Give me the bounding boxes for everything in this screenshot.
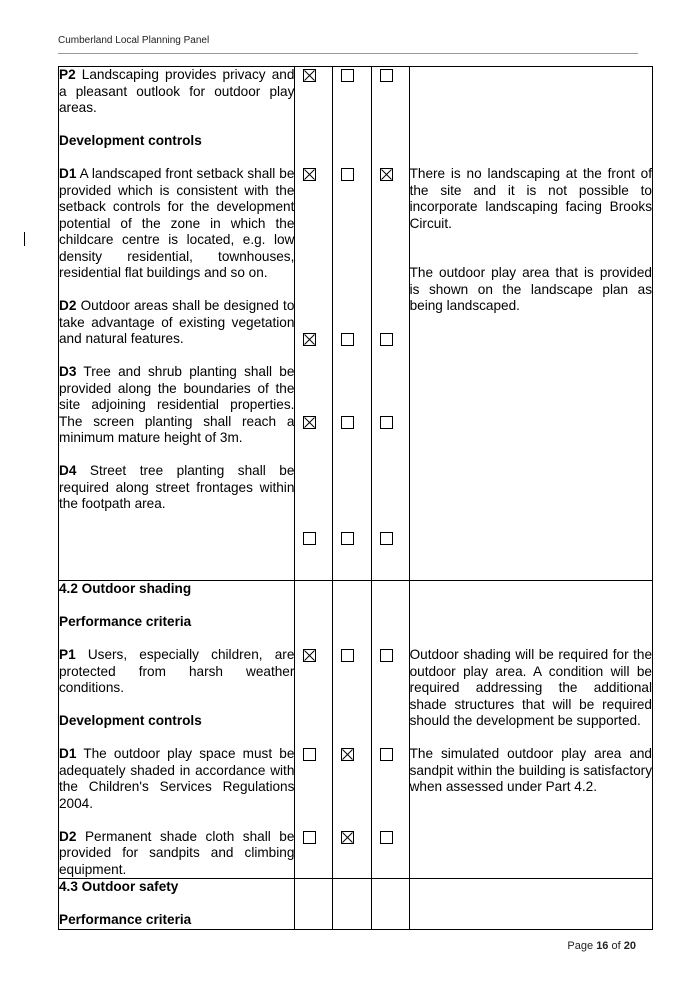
table-row-outdoor-safety	[59, 879, 653, 930]
section-heading: 4.3 Outdoor safety	[59, 879, 179, 894]
checkbox[interactable]	[380, 649, 393, 662]
control-d4: D4 Street tree planting shall be required along street frontages within the footpath area.	[59, 463, 295, 511]
comments-cell	[409, 581, 652, 879]
comment-text: There is no landscaping at the front of the site and it is not possible to incorporate landscaping facing Brooks Circuit.	[409, 166, 652, 231]
text-cursor	[24, 232, 25, 246]
checkbox[interactable]	[341, 168, 354, 181]
checkbox[interactable]	[380, 831, 393, 844]
check-x-icon	[304, 70, 315, 81]
section-heading: 4.2 Outdoor shading	[59, 581, 192, 596]
checkbox[interactable]	[341, 416, 354, 429]
checkbox[interactable]	[380, 416, 393, 429]
checkbox[interactable]	[303, 168, 316, 181]
checkbox[interactable]	[341, 649, 354, 662]
checkbox[interactable]	[380, 69, 393, 82]
comment-text: The outdoor play area that is provided is shown on the landscape plan as being landscaped.	[409, 265, 652, 313]
control-d3: D3 Tree and shrub planting shall be provided along the boundaries of the site adjoining residential properties. The screen planting shall reach a minimum mature height of 3m.	[59, 364, 295, 445]
perf-criteria-heading: Performance criteria	[59, 912, 192, 927]
checkbox-column-1	[295, 581, 333, 879]
running-header: Cumberland Local Planning Panel	[58, 35, 210, 46]
check-x-icon	[381, 169, 392, 180]
checkbox[interactable]	[380, 168, 393, 181]
comments-cell	[409, 879, 652, 930]
checkbox[interactable]	[303, 333, 316, 346]
control-d1: D1 A landscaped front setback shall be provided which is consistent with the setback controls for the development potential of the zone in which the childcare centre is located, e.g. low density residential, townhouses, residential flat buildings and so on.	[59, 166, 295, 280]
control-p2: P2 Landscaping provides privacy and a pleasant outlook for outdoor play areas.	[59, 67, 295, 115]
perf-criteria-heading: Performance criteria	[59, 614, 192, 629]
checkbox[interactable]	[341, 831, 354, 844]
checkbox[interactable]	[303, 532, 316, 545]
checkbox[interactable]	[303, 831, 316, 844]
controls-cell	[59, 879, 295, 930]
checkbox-column-2	[333, 67, 371, 581]
table-row-landscaping	[59, 67, 653, 581]
control-d2: D2 Permanent shade cloth shall be provided for sandpits and climbing equipment.	[59, 828, 295, 877]
controls-cell	[59, 581, 295, 879]
checkbox-column-1	[295, 879, 333, 930]
checkbox[interactable]	[341, 69, 354, 82]
checkbox-column-3	[371, 67, 409, 581]
check-x-icon	[342, 749, 353, 760]
dev-controls-heading: Development controls	[59, 713, 202, 728]
checkbox[interactable]	[380, 532, 393, 545]
checkbox-column-2	[333, 879, 371, 930]
checkbox-column-2	[333, 581, 371, 879]
check-x-icon	[342, 832, 353, 843]
controls-cell	[59, 67, 295, 581]
checkbox[interactable]	[303, 748, 316, 761]
check-x-icon	[304, 650, 315, 661]
comment-text: The simulated outdoor play area and sandpit within the building is satisfactory when assessed under Part 4.2.	[409, 746, 652, 794]
checkbox[interactable]	[341, 532, 354, 545]
control-d1: D1 The outdoor play space must be adequately shaded in accordance with the Children's Services Regulations 2004.	[59, 746, 295, 811]
check-x-icon	[304, 169, 315, 180]
checkbox[interactable]	[303, 69, 316, 82]
control-d2: D2 Outdoor areas shall be designed to take advantage of existing vegetation and natural features.	[59, 298, 295, 346]
dev-controls-heading: Development controls	[59, 133, 202, 148]
check-x-icon	[304, 417, 315, 428]
checkbox-column-3	[371, 879, 409, 930]
compliance-table	[58, 66, 653, 930]
table-row-outdoor-shading	[59, 581, 653, 879]
check-x-icon	[304, 334, 315, 345]
checkbox[interactable]	[380, 748, 393, 761]
checkbox[interactable]	[341, 333, 354, 346]
comments-cell	[409, 67, 652, 581]
checkbox[interactable]	[380, 333, 393, 346]
checkbox[interactable]	[303, 649, 316, 662]
control-p1: P1 Users, especially children, are protected from harsh weather conditions.	[59, 647, 295, 695]
checkbox-column-3	[371, 581, 409, 879]
header-rule	[58, 53, 638, 54]
checkbox-column-1	[295, 67, 333, 581]
checkbox[interactable]	[341, 748, 354, 761]
page-number-footer: Page 16 of 20	[567, 940, 636, 952]
comment-text: Outdoor shading will be required for the outdoor play area. A condition will be required addressing the additional shade structures that will be required should the development be supported.	[409, 647, 652, 728]
checkbox[interactable]	[303, 416, 316, 429]
